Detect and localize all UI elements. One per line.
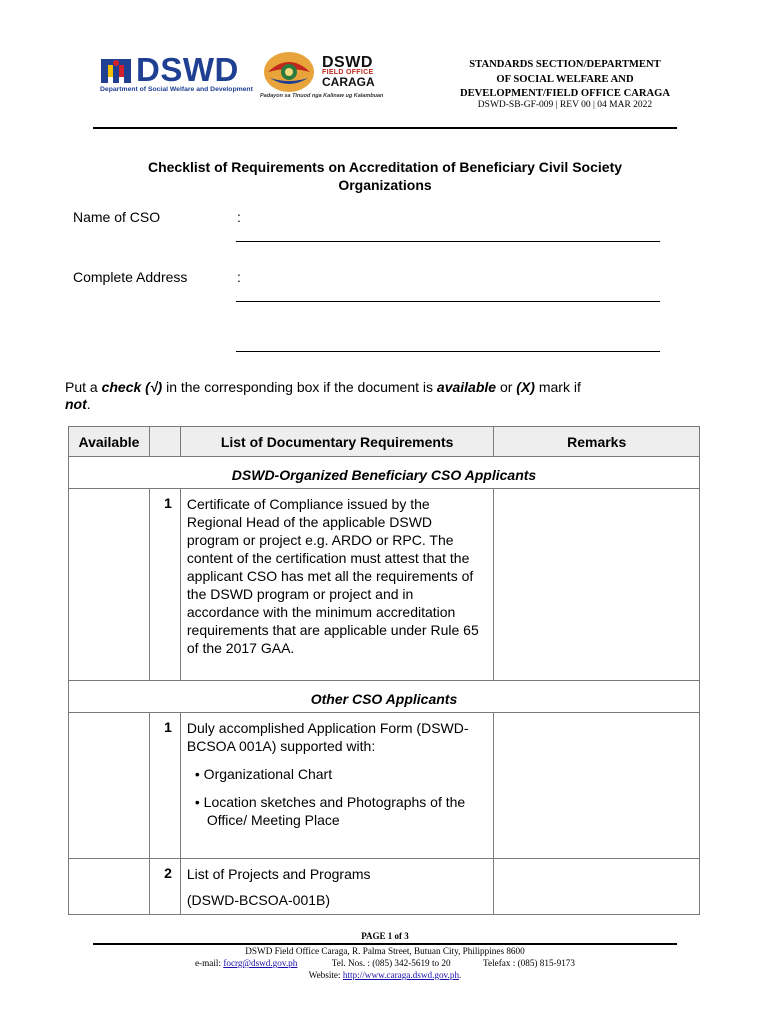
table-row (69, 713, 700, 859)
bullet-item: • Organizational Chart (194, 766, 333, 782)
section-row (69, 457, 700, 489)
section-title-other-cso: Other CSO Applicants (69, 681, 700, 713)
item-number: 2 (149, 859, 180, 915)
item-number: 1 (149, 713, 180, 859)
available-keyword: available (436, 379, 497, 395)
dswd-logo (98, 51, 253, 97)
caraga-seal-icon (262, 50, 316, 94)
header-number (149, 427, 180, 457)
footer-divider (93, 943, 677, 945)
footer-website: Website: http://www.caraga.dswd.gov.ph. (308, 970, 462, 980)
table-header-row (69, 427, 700, 457)
requirement-text: Duly accomplished Application Form (DSWD-BCSOA 001A) supported with: (186, 720, 469, 754)
complete-address-label: Complete Address (73, 269, 188, 285)
logo-tagline: Padayon sa Tinuod nga Kalinaw ug Kalambuan (260, 93, 384, 99)
remarks-cell[interactable] (494, 489, 700, 681)
document-reference: DSWD-SB-GF-009 | REV 00 | 04 MAR 2022 (477, 100, 653, 110)
header-divider (93, 127, 677, 129)
requirement-text: Certificate of Compliance issued by the Regional Head of the applicable DSWD program or project e.g. ARDO or RPC. The content of the certification must attest that the applicant CSO has met all the requirements of the DSWD program or project and in accordance with the minimum accreditation requirements that are applicable under Rule 65 of the 2017 GAA. (180, 489, 493, 681)
name-of-cso-field[interactable] (236, 241, 660, 242)
office-name: STANDARDS SECTION/DEPARTMENT OF SOCIAL WELFARE AND DEVELOPMENT/FIELD OFFICE CARAGA (459, 59, 671, 99)
dswd-emblem-icon (98, 57, 134, 85)
complete-address-field-line2[interactable] (236, 351, 660, 352)
check-keyword: check (√) (101, 379, 163, 395)
footer-email-link[interactable]: focrg@dswd.gov.ph (223, 958, 298, 968)
section-title-dswd-organized: DSWD-Organized Beneficiary CSO Applicants (69, 457, 700, 489)
name-of-cso-label: Name of CSO (73, 209, 161, 225)
header-remarks: Remarks (494, 427, 700, 457)
complete-address-field-line1[interactable] (236, 301, 660, 302)
requirement-text: List of Projects and Programs (186, 866, 371, 882)
remarks-cell[interactable] (494, 859, 700, 915)
field-office-logo (258, 48, 398, 104)
bullet-item: • Location sketches and Photographs of the Office/ Meeting Place (194, 794, 466, 828)
page-title: Checklist of Requirements on Accreditation of Beneficiary Civil Society Organizations (147, 159, 623, 193)
footer-telephone: Tel. Nos. : (085) 342-5619 to 20 (331, 958, 451, 968)
available-checkbox[interactable] (69, 713, 150, 859)
address-colon: : (237, 269, 241, 285)
field-office-wordmark: DSWD (322, 54, 373, 71)
requirement-bullets (187, 765, 487, 829)
dswd-department-name: Department of Social Welfare and Development (100, 86, 253, 93)
name-colon: : (237, 209, 241, 225)
not-keyword: not (65, 396, 87, 412)
footer-address: DSWD Field Office Caraga, R. Palma Street, Butuan City, Philippines 8600 (245, 946, 525, 956)
requirement-cell (180, 859, 493, 915)
available-checkbox[interactable] (69, 489, 150, 681)
item-number: 1 (149, 489, 180, 681)
x-keyword: (X) (516, 379, 535, 395)
section-row (69, 681, 700, 713)
requirement-cell (180, 713, 493, 859)
available-checkbox[interactable] (69, 859, 150, 915)
page-number: PAGE 1 of 3 (361, 931, 409, 941)
requirement-form-code: (DSWD-BCSOA-001B) (186, 892, 331, 908)
instructions: Put a check (√) in the corresponding box if the document is available or (X) mark if not. (65, 379, 581, 412)
dswd-wordmark: DSWD (136, 51, 239, 88)
table-row (69, 489, 700, 681)
footer-contacts: e-mail: focrg@dswd.gov.ph Tel. Nos. : (085) 342-5619 to 20 Telefax : (085) 815-9173 (194, 958, 575, 968)
region-label: CARAGA (322, 75, 375, 89)
footer-website-link[interactable]: http://www.caraga.dswd.gov.ph (342, 970, 460, 980)
field-office-label: FIELD OFFICE (322, 69, 374, 76)
table-row (69, 859, 700, 915)
header-list: List of Documentary Requirements (180, 427, 493, 457)
remarks-cell[interactable] (494, 713, 700, 859)
requirements-table (68, 426, 700, 915)
header-available: Available (69, 427, 150, 457)
footer-telefax: Telefax : (085) 815-9173 (483, 958, 575, 968)
